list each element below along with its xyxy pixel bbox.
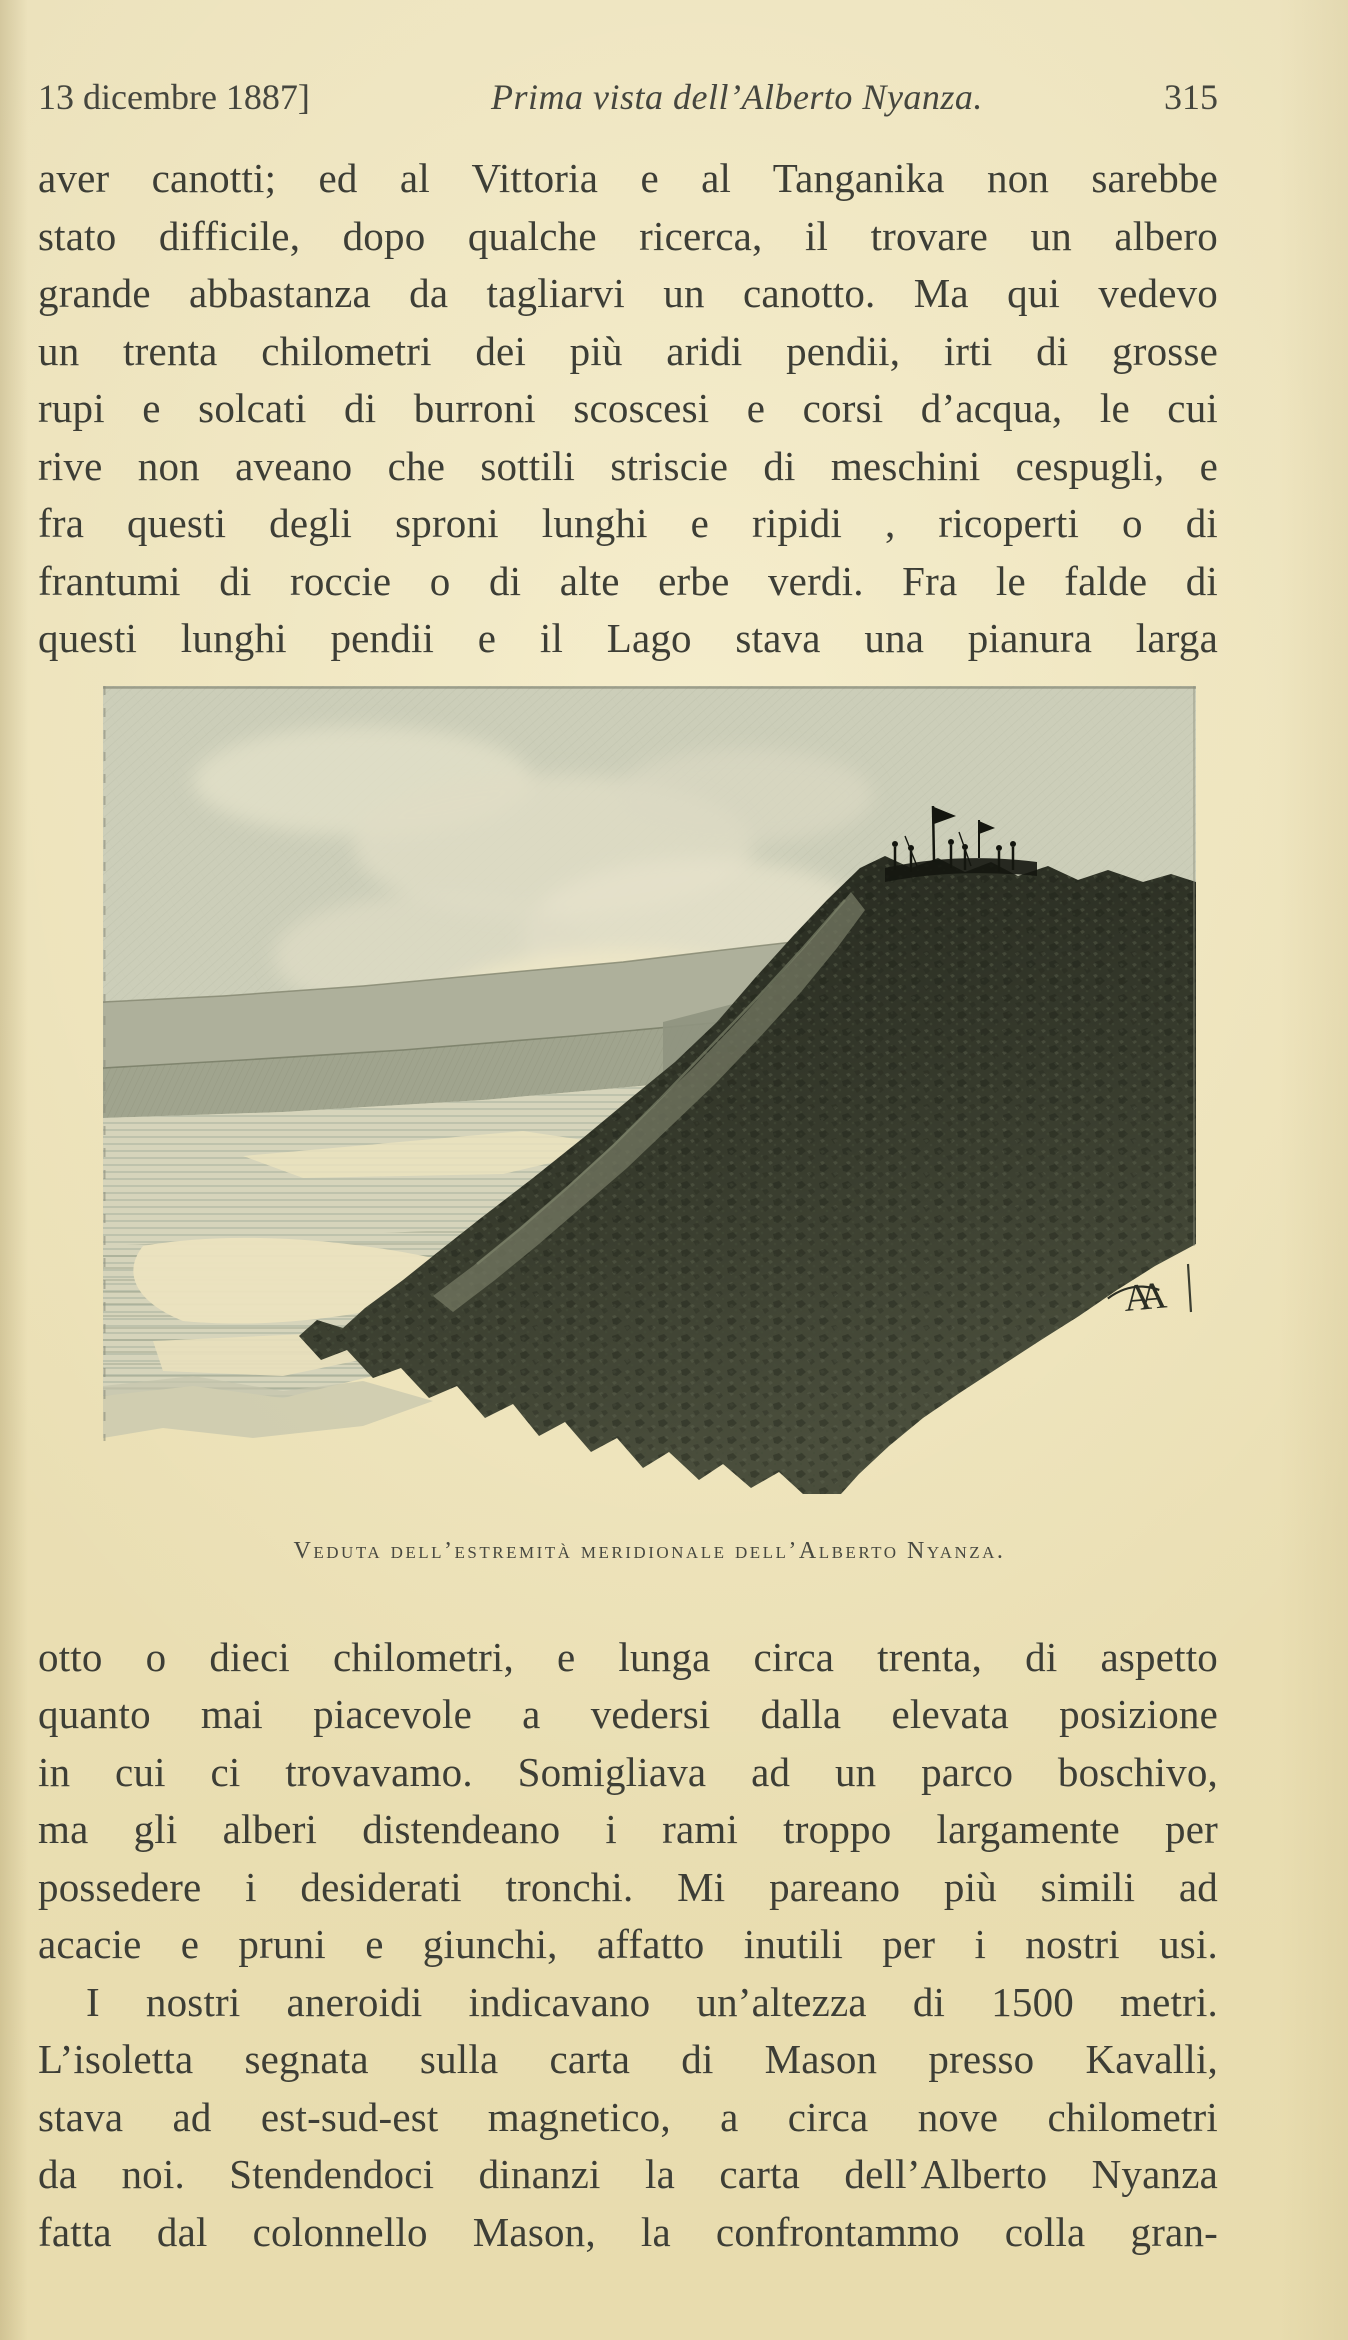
text-line: frantumi di roccie o di alte erbe verdi. Fra le falde di bbox=[38, 557, 1218, 604]
text-line: in cui ci trovavamo. Somigliava ad un parco boschivo, bbox=[38, 1748, 1218, 1795]
text-line: un trenta chilometri dei più aridi pendii, irti di grosse bbox=[38, 327, 1218, 374]
text-line: otto o dieci chilometri, e lunga circa trenta, di aspetto bbox=[38, 1633, 1218, 1680]
paragraph-top bbox=[38, 150, 1218, 668]
text-line: rupi e solcati di burroni scoscesi e corsi d’acqua, le cui bbox=[38, 385, 1218, 431]
svg-text:AA: AA bbox=[1122, 1274, 1157, 1320]
text-line: questi lunghi pendii e il Lago stava una pianura larga bbox=[38, 615, 1218, 661]
page-number: 315 bbox=[1164, 77, 1218, 117]
paragraph-middle bbox=[38, 1629, 1218, 1974]
text-line: rive non aveano che sottili striscie di meschini cespugli, e bbox=[38, 442, 1218, 489]
text-line: grande abbastanza da tagliarvi un canotto. Ma qui vedevo bbox=[38, 270, 1218, 316]
text-line: stato difficile, dopo qualche ricerca, il trovare un albero bbox=[38, 212, 1218, 259]
text-line: stava ad est-sud-est magnetico, a circa nove chilometri bbox=[38, 2093, 1218, 2140]
header-date: 13 dicembre 1887] bbox=[38, 77, 310, 117]
plate-edge-mark bbox=[1188, 1264, 1191, 1312]
text-line: da noi. Stendendoci dinanzi la carta dell’Alberto Nyanza bbox=[38, 2151, 1218, 2197]
figure-caption: Veduta dell’estremità meridionale dell’Alberto Nyanza. bbox=[293, 1537, 1006, 1564]
text-line: quanto mai piacevole a vedersi dalla elevata posizione bbox=[38, 1691, 1218, 1737]
paragraph-bottom bbox=[38, 1974, 1218, 2262]
text-line: fra questi degli sproni lunghi e ripidi , ricoperti o di bbox=[38, 500, 1218, 546]
engraving-figure bbox=[103, 686, 1196, 1494]
text-line: fatta dal colonnello Mason, la confrontammo colla gran- bbox=[38, 2208, 1218, 2255]
text-line: aver canotti; ed al Vittoria e al Tanganika non sarebbe bbox=[38, 155, 1218, 201]
text-line: acacie e pruni e giunchi, affatto inutili per i nostri usi. bbox=[38, 1921, 1218, 1967]
text-line: L’isoletta segnata sulla carta di Mason presso Kavalli, bbox=[38, 2036, 1218, 2082]
running-header bbox=[38, 75, 1218, 119]
header-title: Prima vista dell’Alberto Nyanza. bbox=[490, 77, 983, 117]
engraving-illustration bbox=[103, 686, 1196, 1494]
text-line: I nostri aneroidi indicavano un’altezza di 1500 metri. bbox=[86, 1978, 1218, 2025]
text-line: ma gli alberi distendeano i rami troppo largamente per bbox=[38, 1806, 1218, 1852]
text-line: possedere i desiderati tronchi. Mi pareano più simili ad bbox=[38, 1863, 1218, 1910]
